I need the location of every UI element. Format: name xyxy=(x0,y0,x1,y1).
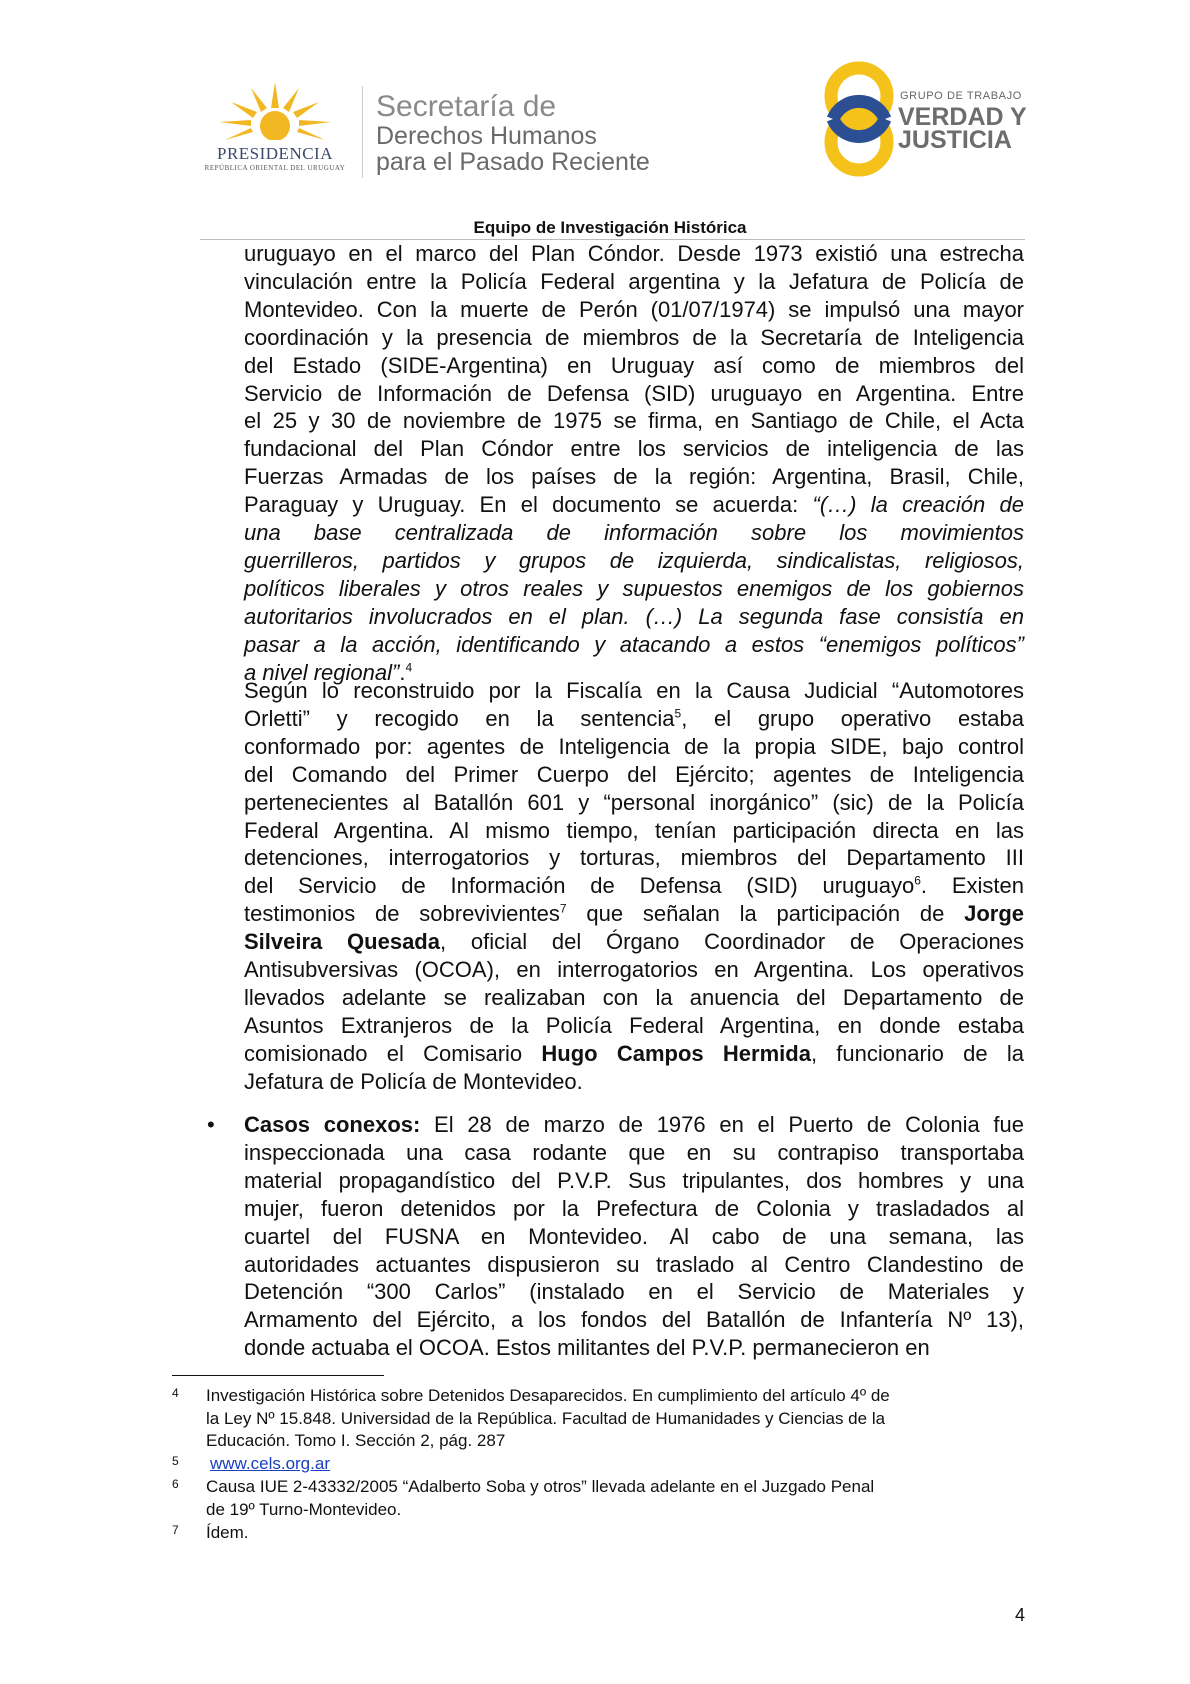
presidencia-sub: REPÚBLICA ORIENTAL DEL URUGUAY xyxy=(204,164,346,172)
text-line: pertenecientes al Batallón 601 y “personal inorgánico” (sic) de la Policía xyxy=(244,789,1024,815)
footnote-7: Ídem. xyxy=(206,1523,249,1542)
text-line: del Servicio de Información de Defensa (SID) uruguayo$^6$. Existen xyxy=(244,873,1024,899)
text-line: el 25 y 30 de noviembre de 1975 se firma, en Santiago de Chile, el Acta xyxy=(244,408,1024,434)
verdad-label: VERDAD Y xyxy=(898,103,1027,131)
footnote-number-4: 4 xyxy=(172,1386,179,1400)
text-line: Casos conexos: El 28 de marzo de 1976 en el Puerto de Colonia fue xyxy=(244,1112,1024,1137)
text-line: Asuntos Extranjeros de la Policía Federal Argentina, en donde estaba xyxy=(244,1012,1024,1038)
quote-line: una base centralizada de información sobre los movimientos xyxy=(244,520,1024,546)
bullet-icon: • xyxy=(207,1112,215,1137)
paragraph-automotores-orletti xyxy=(244,677,1024,1096)
verdad-justicia-rings-icon xyxy=(816,56,902,182)
footnote-ref-4: 4 xyxy=(405,660,413,675)
text-line: llevados adelante se realizaban con la anuencia del Departamento de xyxy=(244,984,1024,1010)
text-line: mujer, fueron detenidos por la Prefectura de Colonia y trasladados al xyxy=(244,1195,1024,1221)
quote-line: autoritarios involucrados en el plan. (…) La segunda fase consistía en xyxy=(244,603,1024,629)
secretaria-line-2: Derechos Humanos xyxy=(376,122,597,150)
text-line: Según lo reconstruido por la Fiscalía en la Causa Judicial “Automotores xyxy=(244,678,1024,703)
text-line: Servicio de Información de Defensa (SID) uruguayo en Argentina. Entre xyxy=(244,380,1024,406)
text-line: Armamento del Ejército, a los fondos del Batallón de Infantería Nº 13), xyxy=(244,1307,1024,1333)
footnote-rule xyxy=(172,1375,384,1376)
footnote-4 xyxy=(206,1385,1024,1453)
footnote-line: la Ley Nº 15.848. Universidad de la República. Facultad de Humanidades y Ciencias de la xyxy=(206,1408,886,1428)
footnote-line: de 19º Turno-Montevideo. xyxy=(206,1499,402,1519)
text-line: comisionado el Comisario Hugo Campos Hermida, funcionario de la xyxy=(244,1040,1025,1066)
text-line: testimonios de sobrevivientes$^7$ que señalan la participación de Jorge xyxy=(244,901,1024,927)
text-line: Jefatura de Policía de Montevideo. xyxy=(244,1068,583,1094)
text-line: Paraguay y Uruguay. En el documento se acuerda: “(…) la creación de xyxy=(244,492,1024,518)
text-line: detenciones, interrogatorios y torturas, miembros del Departamento III xyxy=(244,845,1024,871)
footnote-ref-5: 5 xyxy=(674,706,682,721)
text-line: Orletti” y recogido en la sentencia$^5$, el grupo operativo estaba xyxy=(244,705,1024,731)
footnote-ref-7: 7 xyxy=(559,901,567,916)
text-line: donde actuaba el OCOA. Estos militantes del P.V.P. permanecieron en xyxy=(244,1335,930,1361)
text-line: autoridades actuantes dispusieron su traslado al Centro Clandestino de xyxy=(244,1251,1024,1277)
quote-line: a nivel regional”.$^4$ xyxy=(244,659,413,685)
text-line: conformado por: agentes de Inteligencia de la propia SIDE, bajo control xyxy=(244,733,1024,759)
paragraph-casos-conexos xyxy=(244,1111,1024,1362)
text-line: coordinación y la presencia de miembros de la Secretaría de Inteligencia xyxy=(244,324,1024,350)
text-line: Fuerzas Armadas de los países de la región: Argentina, Brasil, Chile, xyxy=(244,464,1024,490)
grupo-trabajo-label: GRUPO DE TRABAJO xyxy=(900,90,1022,102)
text-line: Federal Argentina. Al mismo tiempo, tenían participación directa en las xyxy=(244,817,1024,843)
text-line: Silveira Quesada, oficial del Órgano Coordinador de Operaciones xyxy=(244,929,1024,955)
text-line: fundacional del Plan Cóndor entre los servicios de inteligencia de las xyxy=(244,436,1024,462)
cels-link[interactable]: www.cels.org.ar xyxy=(210,1454,330,1473)
page-number: 4 xyxy=(1015,1605,1026,1625)
text-line: del Comando del Primer Cuerpo del Ejército; agentes de Inteligencia xyxy=(244,761,1024,787)
quote-line: pasar a la acción, identificando y atacando a estos “enemigos políticos” xyxy=(244,631,1024,657)
text-line: Antisubversivas (OCOA), en interrogatorios en Argentina. Los operativos xyxy=(244,957,1024,983)
secretaria-line-3: para el Pasado Reciente xyxy=(376,148,650,176)
footnote-5 xyxy=(210,1453,1028,1476)
footnote-number-7: 7 xyxy=(172,1523,179,1537)
secretaria-line-1: Secretaría de xyxy=(376,90,557,123)
footnote-ref-6: 6 xyxy=(914,874,921,889)
text-line: Detención “300 Carlos” (instalado en el Servicio de Materiales y xyxy=(244,1279,1024,1305)
text-line: uruguayo en el marco del Plan Cóndor. Desde 1973 existió una estrecha xyxy=(244,241,1024,266)
team-title: Equipo de Investigación Histórica xyxy=(473,218,747,237)
quote-line: guerrilleros, partidos y grupos de izquierda, sindicalistas, religiosos, xyxy=(244,547,1024,573)
text-line: inspeccionada una casa rodante que en su contrapiso transportaba xyxy=(244,1139,1024,1165)
text-line: vinculación entre la Policía Federal argentina y la Jefatura de Policía de xyxy=(244,268,1024,294)
footnote-6 xyxy=(206,1476,1024,1521)
quote-line: políticos liberales y otros reales y supuestos enemigos de los gobiernos xyxy=(244,575,1024,601)
text-line: material propagandístico del P.V.P. Sus tripulantes, dos hombres y una xyxy=(244,1167,1024,1193)
paragraph-plan-condor xyxy=(244,240,1024,687)
text-line: del Estado (SIDE-Argentina) en Uruguay así como de miembros del xyxy=(244,352,1024,378)
text-line: Montevideo. Con la muerte de Perón (01/07/1974) se impulsó una mayor xyxy=(244,296,1024,322)
header-divider xyxy=(362,86,363,178)
footnote-number-5: 5 xyxy=(172,1454,179,1468)
page-header xyxy=(0,0,1190,240)
justicia-label: JUSTICIA xyxy=(898,126,1012,154)
quote-start: “(…) la creación de xyxy=(812,492,1024,518)
footnote-line: Causa IUE 2-43332/2005 “Adalberto Soba y otros” llevada adelante en el Juzgado Penal xyxy=(206,1477,875,1496)
text-line: cuartel del FUSNA en Montevideo. Al cabo de una semana, las xyxy=(244,1223,1024,1249)
footnote-number-6: 6 xyxy=(172,1477,179,1491)
presidencia-label: PRESIDENCIA xyxy=(216,144,333,163)
footnote-line: Investigación Histórica sobre Detenidos Desaparecidos. En cumplimiento del artículo 4º de xyxy=(206,1386,890,1405)
footnote-line: Educación. Tomo I. Sección 2, pág. 287 xyxy=(206,1431,506,1450)
